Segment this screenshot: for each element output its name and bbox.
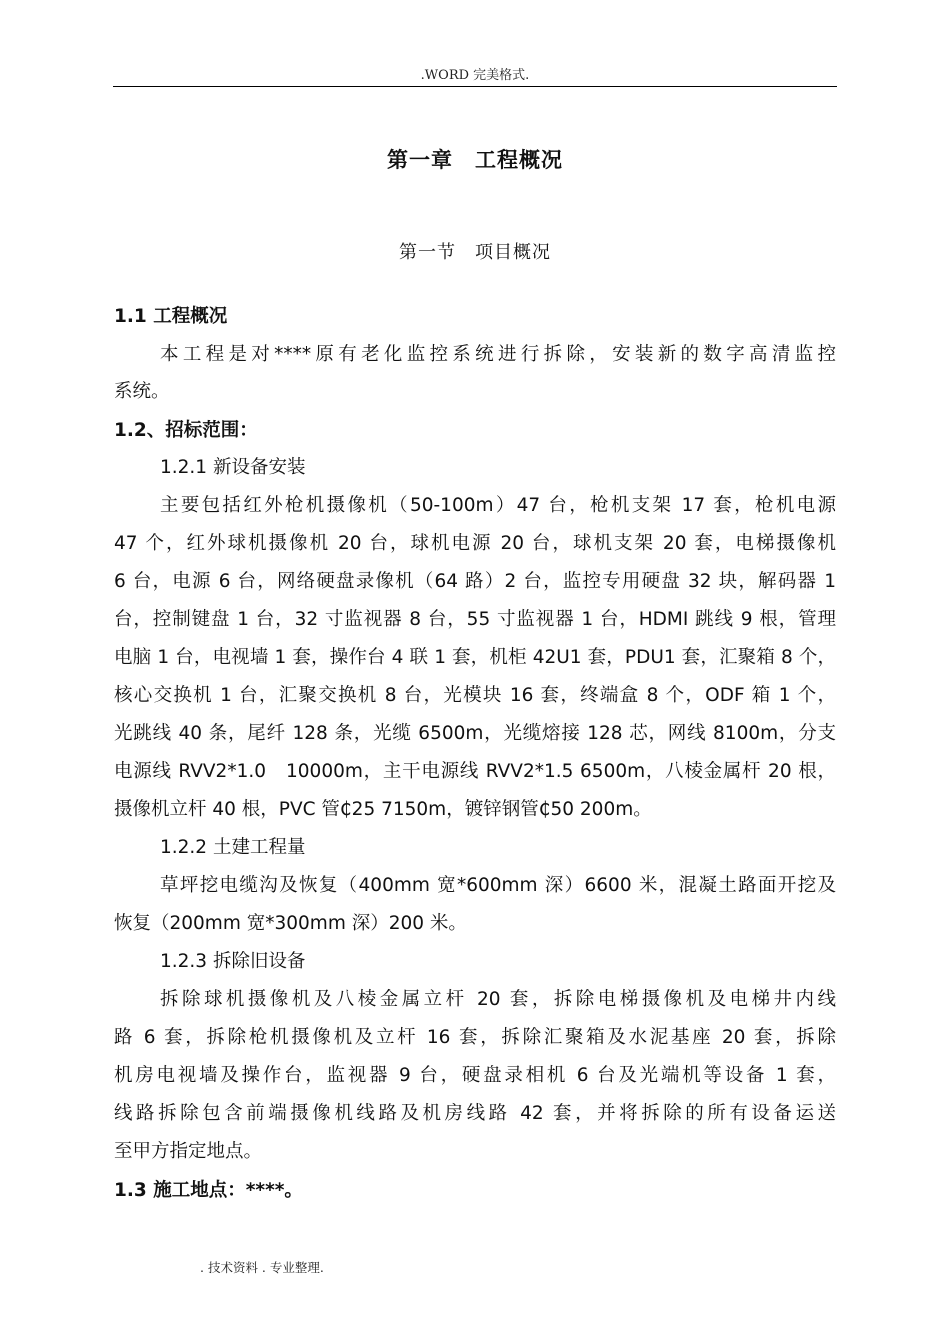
heading-1-3: 1.3 施工地点：****。: [114, 1180, 303, 1201]
chapter-title: 第一章 工程概况: [387, 148, 563, 172]
paragraph-line: 草坪挖电缆沟及恢复（400mm 宽*600mm 深）6600 米，混凝土路面开挖及: [160, 875, 836, 896]
paragraph-line: 6 台，电源 6 台，网络硬盘录像机（64 路）2 台，监控专用硬盘 32 块，解码器 1: [114, 571, 836, 592]
paragraph-line: 拆除球机摄像机及八棱金属立杆 20 套，拆除电梯摄像机及电梯井内线: [160, 989, 836, 1010]
paragraph-line: 系统。: [114, 381, 170, 402]
page-header: .WORD 完美格式.: [420, 68, 530, 83]
paragraph-line: 摄像机立杆 40 根，PVC 管₵25 7150m，镀锌钢管₵50 200m。: [114, 799, 652, 820]
subheading-1-2-2: 1.2.2 土建工程量: [160, 837, 306, 858]
paragraph-line: 路 6 套，拆除枪机摄像机及立杆 16 套，拆除汇聚箱及水泥基座 20 套，拆除: [114, 1027, 836, 1048]
subheading-1-2-1: 1.2.1 新设备安装: [160, 457, 306, 478]
header-rule: [113, 86, 837, 87]
paragraph-line: 主要包括红外枪机摄像机（50-100m）47 台，枪机支架 17 套，枪机电源: [160, 495, 836, 516]
paragraph-line: 47 个，红外球机摄像机 20 台，球机电源 20 台，球机支架 20 套，电梯摄像机: [114, 533, 836, 554]
paragraph-line: 机房电视墙及操作台，监视器 9 台，硬盘录相机 6 台及光端机等设备 1 套，: [114, 1065, 836, 1086]
section-title: 第一节 项目概况: [399, 242, 551, 263]
page-footer: . 技术资料 . 专业整理.: [200, 1260, 324, 1275]
paragraph-line: 台，控制键盘 1 台，32 寸监视器 8 台，55 寸监视器 1 台，HDMI 跳线 9 根，管理: [114, 609, 836, 630]
paragraph-line: 线路拆除包含前端摄像机线路及机房线路 42 套，并将拆除的所有设备运送: [114, 1103, 836, 1124]
paragraph-line: 电源线 RVV2*1.0 10000m，主干电源线 RVV2*1.5 6500m，八棱金属杆 20 根，: [114, 761, 836, 782]
heading-1-1: 1.1 工程概况: [114, 306, 228, 327]
subheading-1-2-3: 1.2.3 拆除旧设备: [160, 951, 306, 972]
paragraph-line: 电脑 1 台，电视墙 1 套，操作台 4 联 1 套，机柜 42U1 套，PDU1 套，汇聚箱 8 个，: [114, 647, 836, 668]
paragraph-line: 核心交换机 1 台，汇聚交换机 8 台，光模块 16 套，终端盒 8 个，ODF 箱 1 个，: [114, 685, 836, 706]
paragraph-line: 至甲方指定地点。: [114, 1141, 263, 1162]
paragraph-line: 本工程是对****原有老化监控系统进行拆除，安装新的数字高清监控: [160, 344, 836, 365]
paragraph-line: 光跳线 40 条，尾纤 128 条，光缆 6500m，光缆熔接 128 芯，网线 8100m，分支: [114, 723, 836, 744]
heading-1-2: 1.2、招标范围：: [114, 420, 258, 441]
paragraph-line: 恢复（200mm 宽*300mm 深）200 米。: [114, 913, 467, 934]
